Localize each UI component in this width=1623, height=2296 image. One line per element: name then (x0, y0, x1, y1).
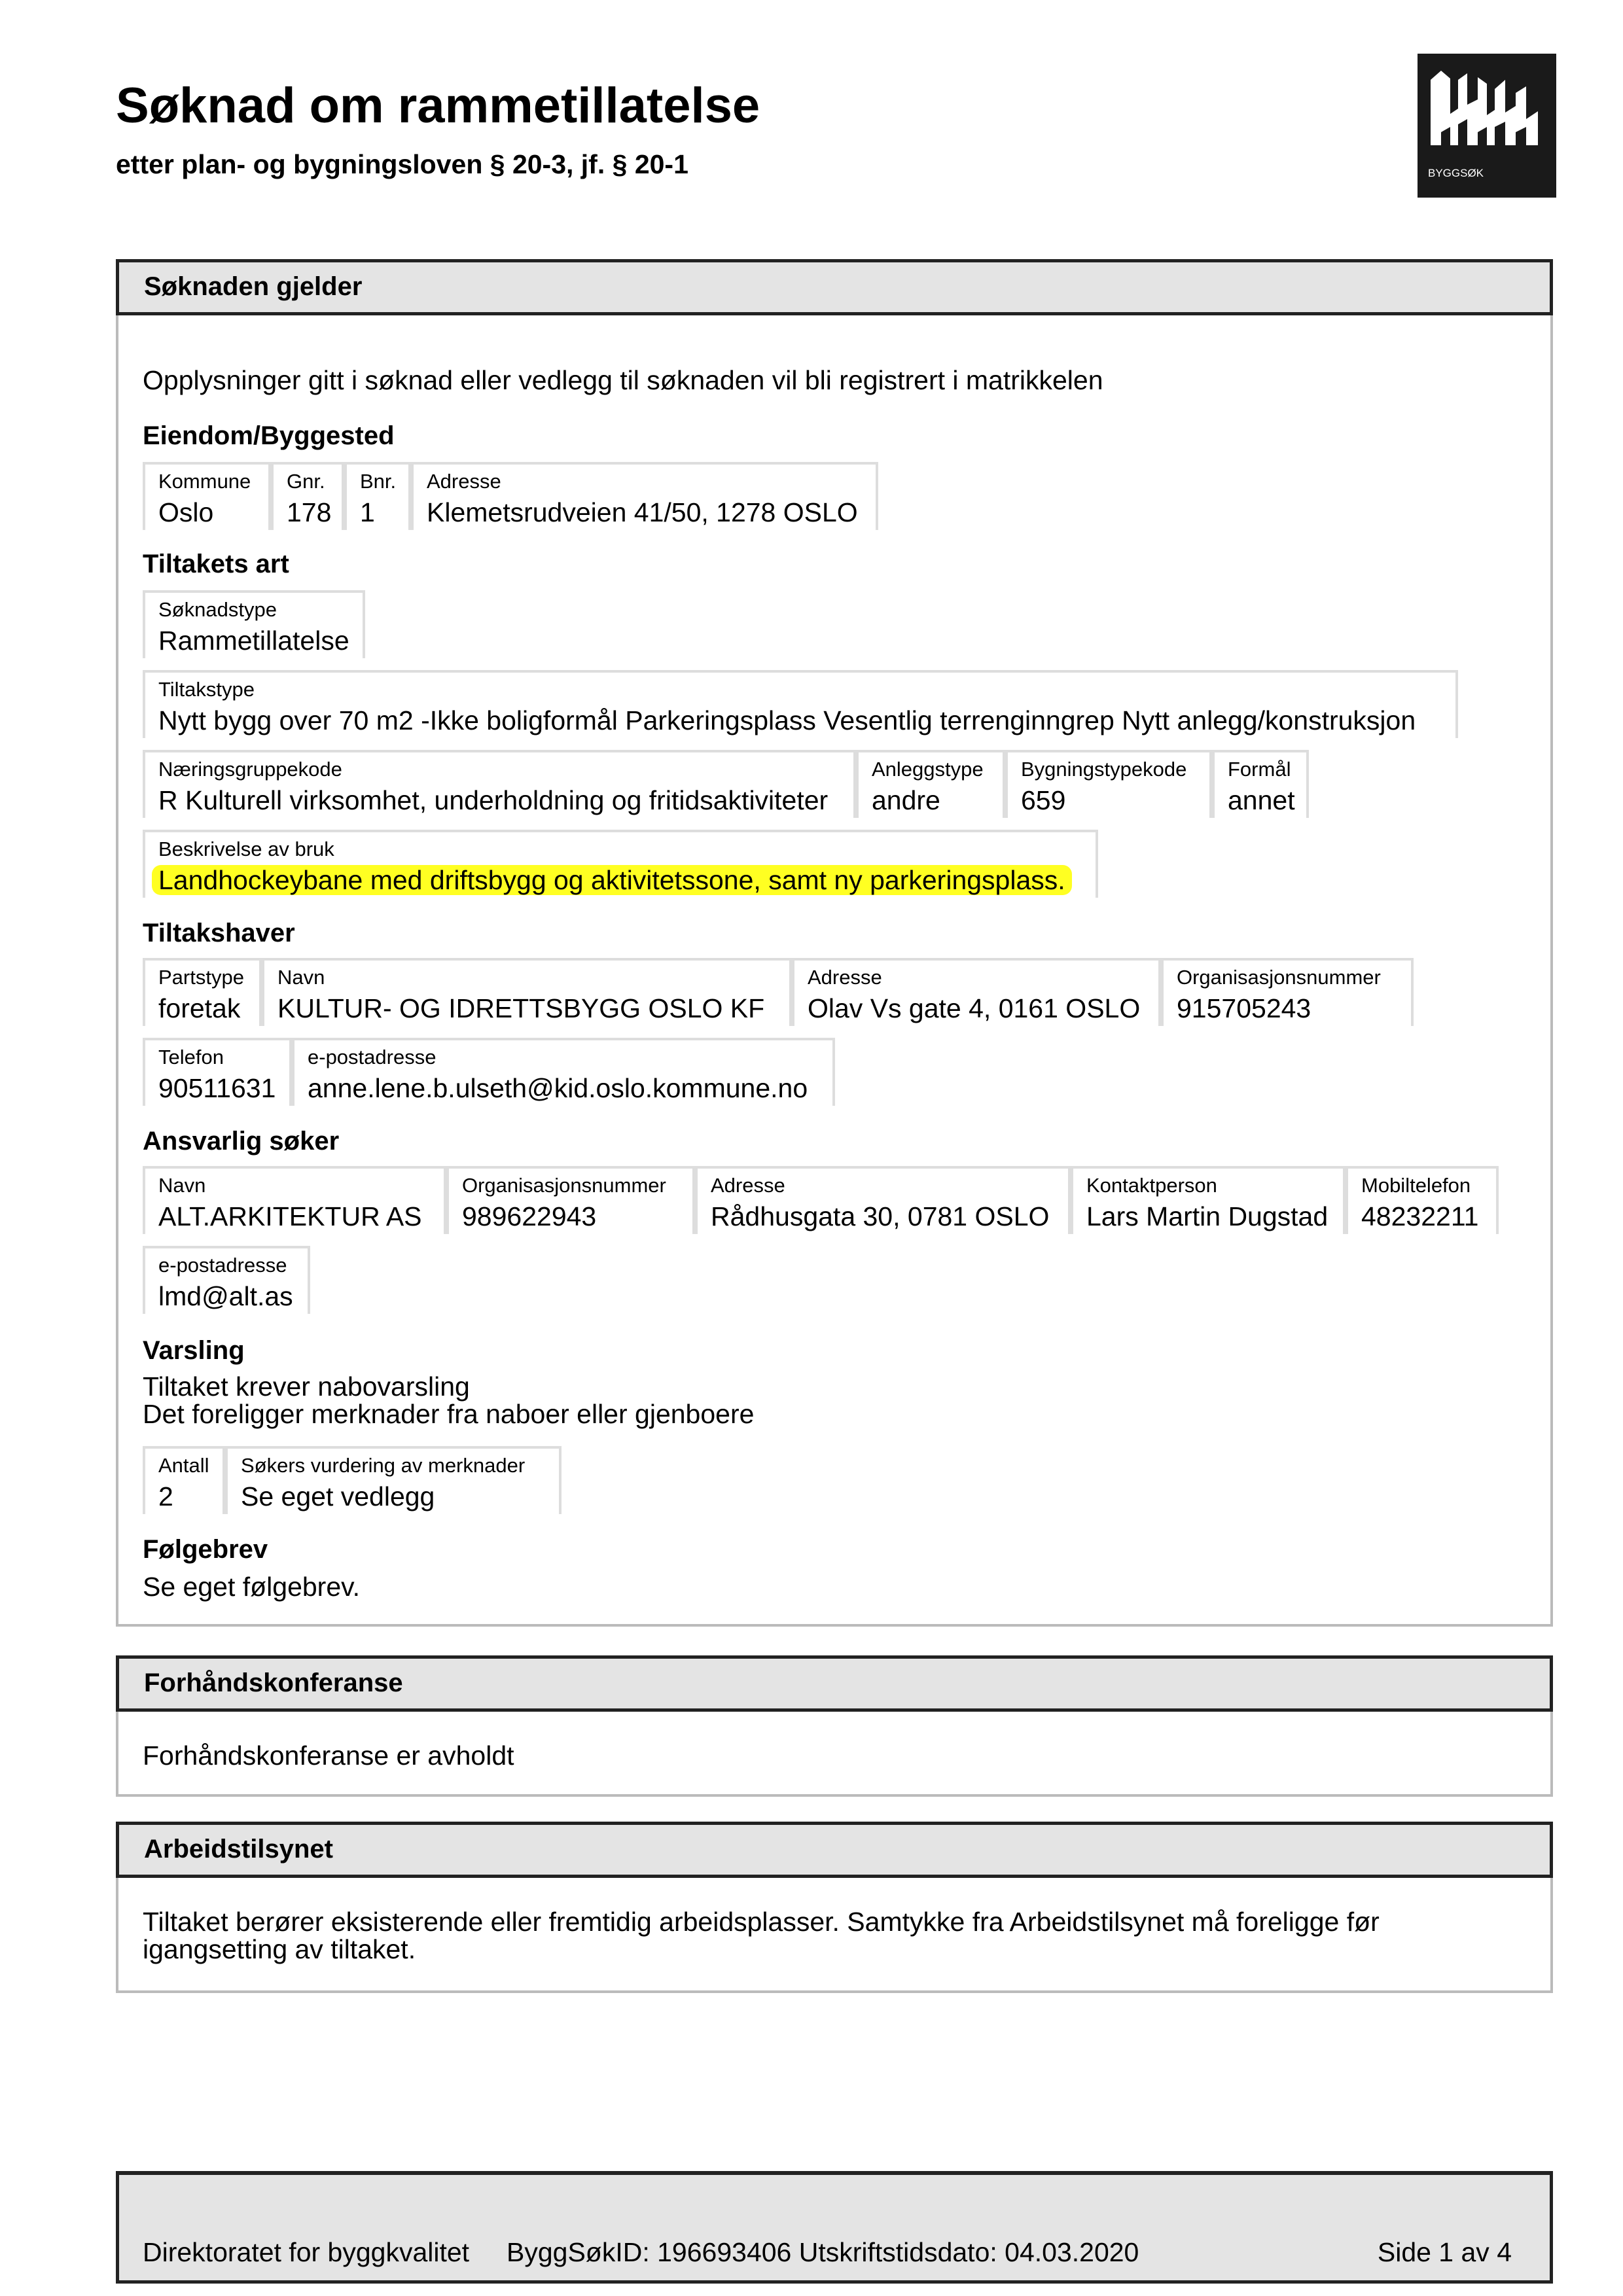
soker-orgnr-field: Organisasjonsnummer 989622943 (446, 1166, 695, 1234)
kommune-value: Oslo (158, 497, 214, 527)
naeringsgruppe-field: Næringsgruppekode R Kulturell virksomhet, underholdning og fritidsaktiviteter (143, 750, 856, 818)
beskrivelse-field: Beskrivelse av bruk Landhockeybane med driftsbygg og aktivitetssone, samt ny parkeringsplass. (143, 830, 1098, 898)
naeringsgruppe-value: R Kulturell virksomhet, underholdning og fritidsaktiviteter (158, 785, 829, 815)
vurdering-value: Se eget vedlegg (241, 1481, 435, 1511)
section-header: Søknaden gjelder (116, 259, 1553, 315)
gnr-value: 178 (287, 497, 332, 527)
formal-value: annet (1228, 785, 1295, 815)
mobiltelefon-value: 48232211 (1361, 1201, 1479, 1231)
eiendom-heading: Eiendom/Byggested (143, 421, 395, 450)
soker-adresse-value: Rådhusgata 30, 0781 OSLO (711, 1201, 1050, 1231)
footer-byggsok-id: ByggSøkID: 196693406 Utskriftstidsdato: 04.03.2020 (507, 2237, 1139, 2267)
soker-epost-field: e-postadresse lmd@alt.as (143, 1246, 310, 1314)
soker-orgnr-value: 989622943 (462, 1201, 597, 1231)
telefon-value: 90511631 (158, 1073, 276, 1103)
tiltakshaver-heading: Tiltakshaver (143, 919, 295, 947)
arbeidstilsynet-line-1: Tiltaket berører eksisterende eller fremtidig arbeidsplasser. Samtykke fra Arbeidstilsynet må foreligge før (143, 1907, 1380, 1937)
tiltakshaver-epost-value: anne.lene.b.ulseth@kid.oslo.kommune.no (308, 1073, 808, 1103)
soker-epost-value: lmd@alt.as (158, 1281, 293, 1311)
tiltakshaver-navn-value: KULTUR- OG IDRETTSBYGG OSLO KF (277, 993, 765, 1023)
tiltakshaver-orgnr-field: Organisasjonsnummer 915705243 (1161, 958, 1414, 1026)
ansvarlig-soker-heading: Ansvarlig søker (143, 1127, 340, 1156)
varsling-line-2: Det foreligger merknader fra naboer eller gjenboere (143, 1399, 755, 1429)
soker-navn-value: ALT.ARKITEKTUR AS (158, 1201, 422, 1231)
bygningstype-field: Bygningstypekode 659 (1005, 750, 1212, 818)
antall-field: Antall 2 (143, 1446, 225, 1514)
folgebrev-text: Se eget følgebrev. (143, 1572, 360, 1602)
bnr-value: 1 (360, 497, 375, 527)
eiendom-adresse-value: Klemetsrudveien 41/50, 1278 OSLO (427, 497, 858, 527)
kontaktperson-field: Kontaktperson Lars Martin Dugstad (1071, 1166, 1346, 1234)
tiltakets-art-heading: Tiltakets art (143, 550, 289, 578)
partstype-value: foretak (158, 993, 241, 1023)
partstype-field: Partstype foretak (143, 958, 262, 1026)
page-title: Søknad om rammetillatelse (116, 78, 760, 133)
anleggstype-value: andre (872, 785, 940, 815)
tiltakshaver-navn-field: Navn KULTUR- OG IDRETTSBYGG OSLO KF (262, 958, 792, 1026)
varsling-line-1: Tiltaket krever nabovarsling (143, 1371, 470, 1402)
section-header: Forhåndskonferanse (116, 1655, 1553, 1712)
telefon-field: Telefon 90511631 (143, 1038, 292, 1106)
tiltakshaver-adresse-value: Olav Vs gate 4, 0161 OSLO (808, 993, 1141, 1023)
tiltakshaver-adresse-field: Adresse Olav Vs gate 4, 0161 OSLO (792, 958, 1161, 1026)
mobiltelefon-field: Mobiltelefon 48232211 (1346, 1166, 1499, 1234)
section-forhandskonferanse (116, 1655, 1553, 1797)
footer-page-number: Side 1 av 4 (1377, 2237, 1512, 2267)
kommune-field: Kommune Oslo (143, 462, 271, 530)
folgebrev-heading: Følgebrev (143, 1535, 268, 1564)
footer-org: Direktoratet for byggkvalitet (143, 2237, 470, 2267)
kontaktperson-value: Lars Martin Dugstad (1086, 1201, 1329, 1231)
bygningstype-value: 659 (1021, 785, 1066, 815)
byggsok-logo-icon (1418, 54, 1556, 198)
anleggstype-field: Anleggstype andre (856, 750, 1005, 818)
forhandskonferanse-text: Forhåndskonferanse er avholdt (143, 1740, 514, 1771)
formal-field: Formål annet (1212, 750, 1309, 818)
section-header: Arbeidstilsynet (116, 1822, 1553, 1878)
antall-value: 2 (158, 1481, 173, 1511)
bnr-field: Bnr. 1 (344, 462, 411, 530)
vurdering-field: Søkers vurdering av merknader Se eget vedlegg (225, 1446, 562, 1514)
page-footer (116, 2171, 1553, 2284)
varsling-heading: Varsling (143, 1336, 245, 1365)
soker-adresse-field: Adresse Rådhusgata 30, 0781 OSLO (695, 1166, 1071, 1234)
logo-text: BYGGSØK (1428, 167, 1484, 179)
arbeidstilsynet-line-2: igangsetting av tiltaket. (143, 1934, 416, 1964)
gnr-field: Gnr. 178 (271, 462, 344, 530)
page-subtitle: etter plan- og bygningsloven § 20-3, jf. § 20-1 (116, 149, 688, 179)
soknadstype-value: Rammetillatelse (158, 626, 349, 656)
eiendom-adresse-field: Adresse Klemetsrudveien 41/50, 1278 OSLO (411, 462, 878, 530)
tiltakstype-field: Tiltakstype Nytt bygg over 70 m2 -Ikke boligformål Parkeringsplass Vesentlig terrenginngrep Nytt anlegg/konstruksjon (143, 670, 1458, 738)
intro-text: Opplysninger gitt i søknad eller vedlegg til søknaden vil bli registrert i matrikkelen (143, 365, 1103, 395)
tiltakshaver-orgnr-value: 915705243 (1177, 993, 1311, 1023)
soknadstype-field: Søknadstype Rammetillatelse (143, 590, 365, 658)
beskrivelse-value: Landhockeybane med driftsbygg og aktivitetssone, samt ny parkeringsplass. (152, 865, 1072, 895)
tiltakstype-value: Nytt bygg over 70 m2 -Ikke boligformål Parkeringsplass Vesentlig terrenginngrep Nytt anlegg/konstruksjon (158, 705, 1416, 735)
tiltakshaver-epost-field: e-postadresse anne.lene.b.ulseth@kid.oslo.kommune.no (292, 1038, 835, 1106)
soker-navn-field: Navn ALT.ARKITEKTUR AS (143, 1166, 446, 1234)
